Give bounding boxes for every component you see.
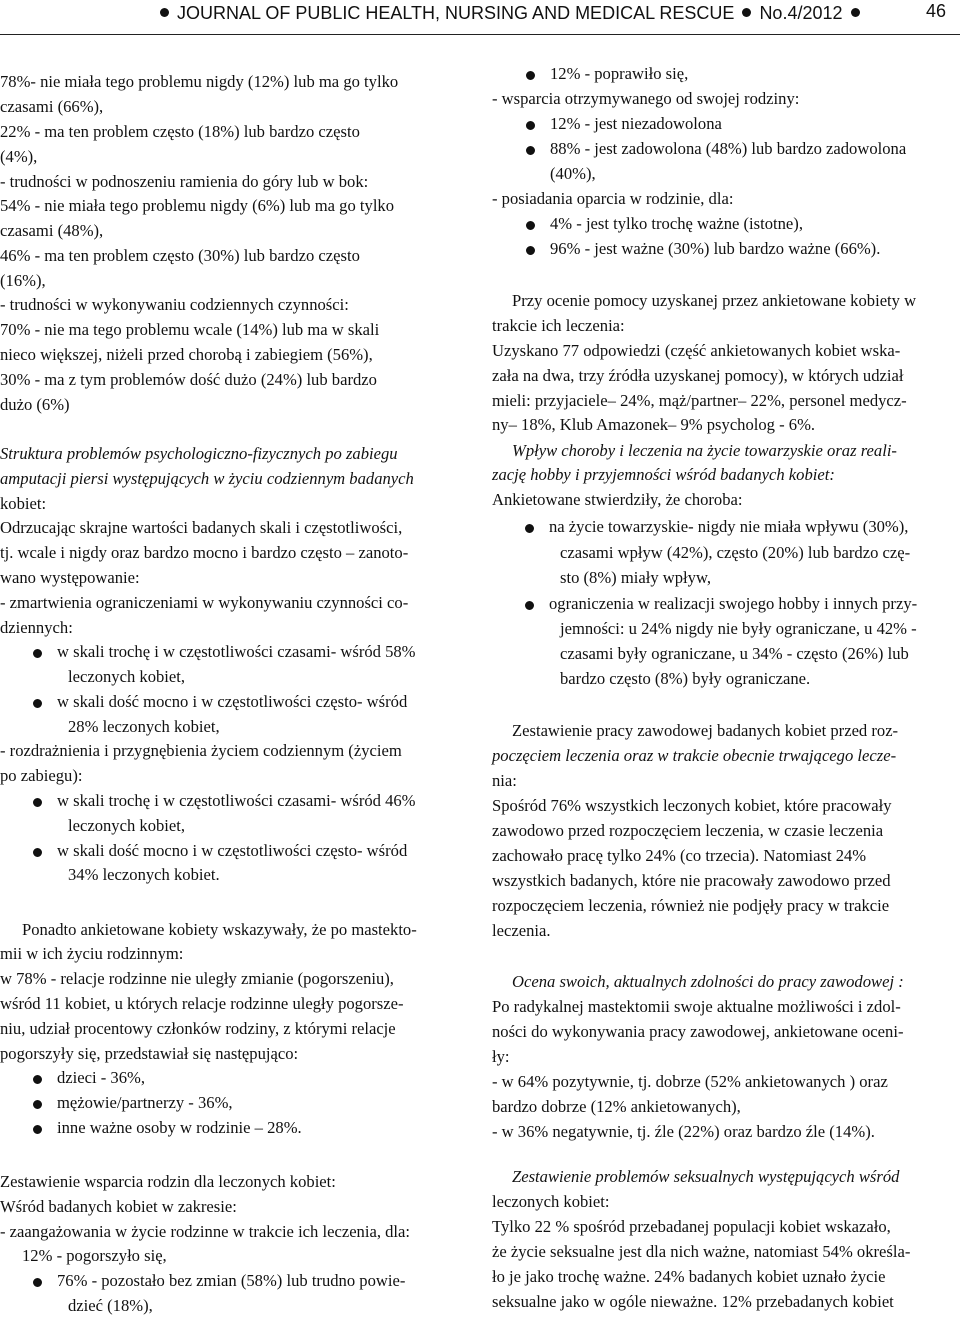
text-line: Zestawienie wsparcia rodzin dla leczonych kobiet: [0, 1172, 336, 1191]
text-line: dzieć (18%), [68, 1296, 153, 1315]
journal-title [152, 3, 868, 24]
text-line: (16%), [0, 271, 46, 290]
text-line: leczonych kobiet, [68, 816, 186, 835]
text-line: ności do wykonywania pracy zawodowej, ankietowane oceni- [492, 1022, 904, 1041]
text-line: zawodowo przed rozpoczęciem leczenia, w czasie leczenia [492, 821, 884, 840]
bullet-icon [160, 8, 169, 17]
list-item: 76% - pozostało bez zmian (58%) lub trudno powie- [57, 1271, 406, 1290]
text-line: leczenia. [492, 921, 551, 940]
text-line: wśród 11 kobiet, u których relacje rodzinne uległy pogorsze- [0, 994, 404, 1013]
list-item: na życie towarzyskie- nigdy nie miała wpływu (30%), [549, 517, 909, 536]
text-line: - zmartwienia ograniczeniami w wykonywaniu czynności co- [0, 593, 409, 612]
text-line: Ponadto ankietowane kobiety wskazywały, że po mastekto- [22, 920, 417, 939]
text-line: Spośród 76% wszystkich leczonych kobiet, które pracowały [492, 796, 892, 815]
text-line: w 78% - relacje rodzinne nie uległy zmianie (pogorszeniu), [0, 969, 394, 988]
text-line: sto (8%) miały wpływ, [560, 568, 712, 587]
text-line: zachowało pracę tylko 24% (co trzecia). Natomiast 24% [492, 846, 867, 865]
list-item: 4% - jest tylko trochę ważne (istotne), [550, 214, 803, 233]
bullet-icon [851, 8, 860, 17]
text-line: czasami (48%), [0, 221, 104, 240]
text-line: 78%- nie miała tego problemu nigdy (12%) lub ma go tylko [0, 72, 399, 91]
text-line: 30% - ma z tym problemów dość dużo (24%) lub bardzo [0, 370, 377, 389]
list-item: 12% - poprawiło się, [550, 64, 689, 83]
text-line: (4%), [0, 147, 38, 166]
list-item: w skali trochę i w częstotliwości czasami- wśród 46% [57, 791, 416, 810]
text-line: nia: [492, 771, 517, 790]
text-line: Po radykalnej mastektomii swoje aktualne możliwości i zdol- [492, 997, 901, 1016]
list-item: 96% - jest ważne (30%) lub bardzo ważne (66%). [550, 239, 881, 258]
list-item: 12% - jest niezadowolona [550, 114, 722, 133]
text-line: niu, udział procentowy członków rodziny, z którymi relacje [0, 1019, 396, 1038]
text-line: ny– 18%, Klub Amazonek– 9% psycholog - 6%. [492, 415, 816, 434]
text-line: - wsparcia otrzymywanego od swojej rodziny: [492, 89, 800, 108]
text-line: - w 36% negatywnie, tj. źle (22%) oraz bardzo źle (14%). [492, 1122, 875, 1141]
text-line: poczęciem leczenia oraz w trakcie obecnie trwającego lecze- [492, 746, 897, 765]
text-line: zację hobby i przyjemności wśród badanych kobiet: [492, 465, 835, 484]
text-line: pogorszyły się, przedstawiał się następująco: [0, 1044, 299, 1063]
list-item: w skali trochę i w częstotliwości czasami- wśród 58% [57, 642, 416, 661]
list-item: mężowie/partnerzy - 36%, [57, 1093, 233, 1112]
list-item: dzieci - 36%, [57, 1068, 146, 1087]
text-line: - trudności w podnoszeniu ramienia do góry lub w bok: [0, 172, 369, 191]
text-line: Zestawienie pracy zawodowej badanych kobiet przed roz- [512, 721, 899, 740]
text-line: leczonych kobiet: [492, 1192, 610, 1211]
text-line: - posiadania oparcia w rodzinie, dla: [492, 189, 734, 208]
text-line: trakcie ich leczenia: [492, 316, 625, 335]
page-number: 46 [925, 1, 946, 21]
text-line: czasami wpływ (42%), często (20%) lub bardzo czę- [560, 543, 911, 562]
text-line: - trudności w wykonywaniu codziennych czynności: [0, 295, 349, 314]
text-line: jemności: u 24% nigdy nie były ograniczane, u 42% - [560, 619, 917, 638]
text-line: tj. wcale i nigdy oraz bardzo mocno i bardzo często – zanoto- [0, 543, 409, 562]
text-line: rozpoczęciem leczenia, również nie podjęły pracy w trakcie [492, 896, 890, 915]
text-line: - rozdrażnienia i przygnębienia życiem codziennym (życiem [0, 741, 402, 760]
running-header [0, 0, 960, 35]
text-line: 46% - ma ten problem często (30%) lub bardzo często [0, 246, 360, 265]
text-line: dziennych: [0, 618, 73, 637]
text-line: (40%), [550, 164, 596, 183]
journal-name: JOURNAL OF PUBLIC HEALTH, NURSING AND MEDICAL RESCUE [177, 3, 735, 23]
text-line: Odrzucając skrajne wartości badanych skali i częstotliwości, [0, 518, 403, 537]
text-line: - zaangażowania w życie rodzinne w trakcie ich leczenia, dla: [0, 1222, 411, 1241]
text-line: czasami (66%), [0, 97, 104, 116]
text-line: Tylko 22 % spośród przebadanej populacji kobiet wskazało, [492, 1217, 891, 1236]
text-line: 34% leczonych kobiet. [68, 865, 220, 884]
issue-number: No.4/2012 [759, 3, 843, 23]
text-line: mieli: przyjaciele– 24%, mąż/partner– 22%, personel medycz- [492, 391, 907, 410]
list-item: w skali dość mocno i w częstotliwości często- wśród [57, 841, 408, 860]
text-line: 22% - ma ten problem często (18%) lub bardzo często [0, 122, 360, 141]
list-item: inne ważne osoby w rodzinie – 28%. [57, 1118, 302, 1137]
text-line: ło je jako trochę ważne. 24% badanych kobiet uznało życie [492, 1267, 886, 1286]
text-line: Ocena swoich, aktualnych zdolności do pracy zawodowej : [512, 972, 904, 991]
text-line: 28% leczonych kobiet, [68, 717, 220, 736]
text-line: 70% - nie ma tego problemu wcale (14%) lub ma w skali [0, 320, 380, 339]
text-line: - w 64% pozytywnie, tj. dobrze (52% ankietowanych ) oraz [492, 1072, 888, 1091]
text-line: 12% - pogorszyło się, [22, 1246, 167, 1265]
list-item: ograniczenia w realizacji swojego hobby i innych przy- [549, 594, 918, 613]
text-line: ły: [492, 1047, 510, 1066]
list-item: w skali dość mocno i w częstotliwości często- wśród [57, 692, 408, 711]
text-line: Zestawienie problemów seksualnych występujących wśród [512, 1167, 900, 1186]
text-line: Wpływ choroby i leczenia na życie towarzyskie oraz reali- [512, 441, 897, 460]
text-line: Wśród badanych kobiet w zakresie: [0, 1197, 237, 1216]
text-line: dużo (6%) [0, 395, 70, 414]
text-line: wano występowanie: [0, 568, 140, 587]
text-line: Uzyskano 77 odpowiedzi (część ankietowanych kobiet wska- [492, 341, 901, 360]
text-line: Ankietowane stwierdziły, że choroba: [492, 490, 743, 509]
text-line: po zabiegu): [0, 766, 83, 785]
text-line: zała na dwa, trzy źródła uzyskanej pomocy), w których udział [492, 366, 904, 385]
text-line: kobiet: [0, 494, 47, 513]
text-line: nieco większej, niżeli przed chorobą i zabiegiem (56%), [0, 345, 373, 364]
list-item: 88% - jest zadowolona (48%) lub bardzo zadowolona [550, 139, 907, 158]
text-line: 54% - nie miała tego problemu nigdy (6%) lub ma go tylko [0, 196, 395, 215]
text-line: amputacji piersi występujących w życiu codziennym badanych [0, 469, 414, 488]
text-line: wszystkich badanych, które nie pracowały zawodowo przed [492, 871, 891, 890]
text-line: Przy ocenie pomocy uzyskanej przez ankietowane kobiety w [512, 291, 917, 310]
text-line: bardzo często (8%) były ograniczane. [560, 669, 811, 688]
text-line: seksualne jako w ogóle nieważne. 12% przebadanych kobiet [492, 1292, 894, 1311]
text-line: że życie seksualne jest dla nich ważne, natomiast 54% określa- [492, 1242, 911, 1261]
text-line: czasami były ograniczane, u 34% - często (26%) lub [560, 644, 909, 663]
text-line: Struktura problemów psychologiczno-fizycznych po zabiegu [0, 444, 398, 463]
bullet-icon [742, 8, 751, 17]
text-line: bardzo dobrze (12% ankietowanych), [492, 1097, 741, 1116]
text-line: mii w ich życiu rodzinnym: [0, 944, 184, 963]
text-line: leczonych kobiet, [68, 667, 186, 686]
